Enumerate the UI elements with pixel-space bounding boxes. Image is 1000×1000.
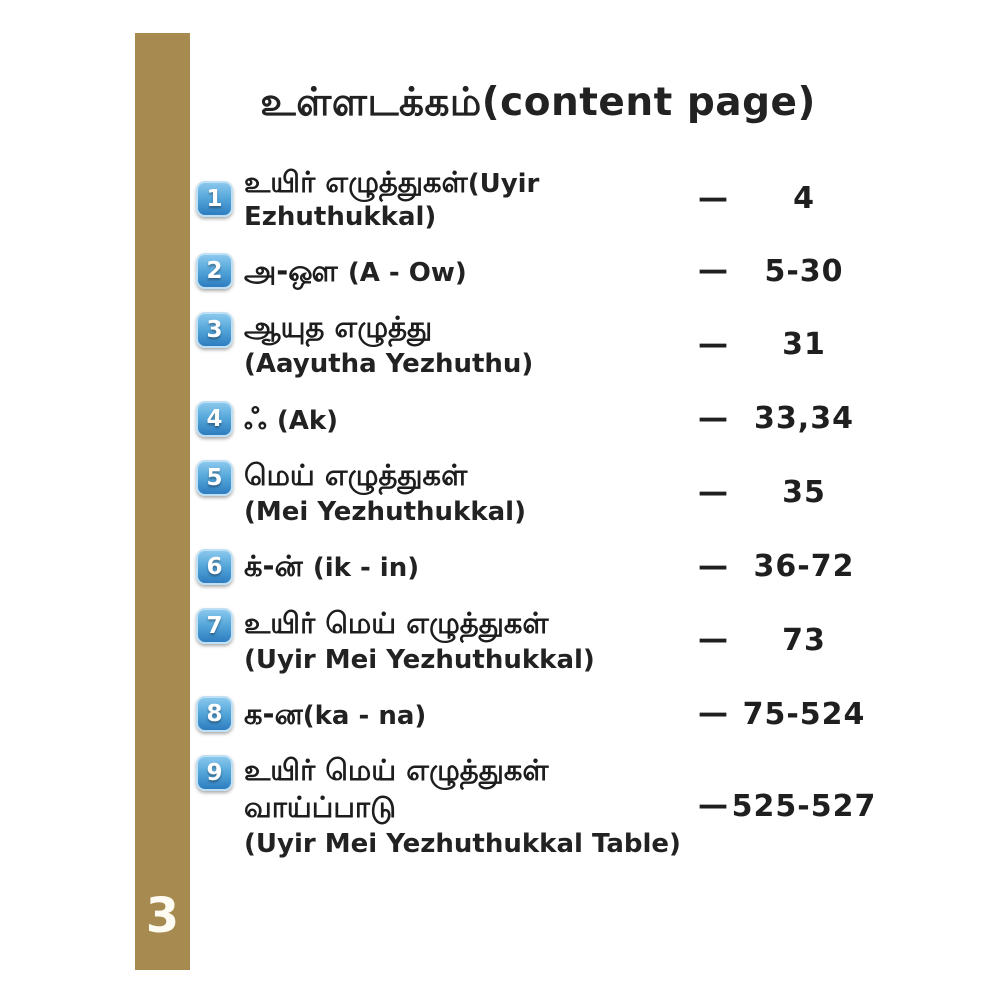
- dash: —: [698, 180, 728, 216]
- entry-page-range: 35: [782, 475, 826, 511]
- entry-title-english: (Aayutha Yezhuthu): [244, 349, 534, 380]
- toc-entry: [196, 605, 880, 677]
- toc-entry: [196, 250, 880, 292]
- entry-pages: [698, 697, 880, 732]
- dash: —: [698, 548, 728, 584]
- entry-title: [244, 548, 698, 585]
- entry-pages: [698, 549, 880, 584]
- entry-page-range: 73: [782, 622, 826, 658]
- entry-title-english: (ik - in): [312, 553, 420, 584]
- entry-title: [244, 605, 698, 677]
- entry-number-badge: 5: [196, 460, 233, 496]
- dash: —: [698, 622, 728, 658]
- entry-title: [244, 401, 698, 438]
- entry-pages: [698, 401, 880, 436]
- entry-pages: [698, 475, 880, 510]
- entry-title-english: (ka - na): [302, 701, 427, 731]
- dash: —: [698, 696, 728, 732]
- entry-number-badge: 9: [196, 755, 233, 791]
- entry-title-tamil: உயிர் எழுத்துகள்: [244, 165, 468, 199]
- left-stripe: [135, 33, 190, 970]
- entry-page-range: 525-527: [731, 788, 877, 824]
- entry-title-tamil: மெய் எழுத்துகள்: [244, 457, 468, 492]
- entry-pages: [698, 254, 880, 289]
- entry-page-range: 36-72: [753, 549, 855, 584]
- dash: —: [698, 400, 728, 436]
- dash: —: [698, 253, 728, 288]
- toc-entry: [196, 457, 880, 529]
- toc-entry: [196, 398, 880, 440]
- entry-pages: [698, 789, 880, 824]
- entry-title-tamil: க்-ன்: [244, 549, 303, 584]
- entry-title: [244, 752, 698, 860]
- entry-title: [244, 164, 698, 233]
- entry-title: [244, 309, 698, 381]
- entry-title: [244, 457, 698, 529]
- entry-page-range: 75-524: [742, 696, 866, 732]
- entry-number-badge: 7: [196, 608, 233, 644]
- entry-page-range: 5-30: [764, 253, 844, 289]
- toc-entry: [196, 693, 880, 735]
- entry-title: [244, 696, 698, 733]
- entry-title: [244, 253, 698, 290]
- entry-title-english: (Uyir Ezhuthukkal): [244, 169, 540, 232]
- toc-entry: [196, 546, 880, 588]
- entry-title-english: (Ak): [276, 405, 339, 436]
- page-title: உள்ளடக்கம்(content page): [260, 80, 816, 125]
- entry-title-tamil: உயிர் மெய் எழுத்துகள்: [244, 605, 549, 640]
- entry-title-english: (Uyir Mei Yezhuthukkal Table): [244, 828, 681, 859]
- entry-pages: [698, 623, 880, 658]
- entry-number-badge: 1: [196, 181, 233, 217]
- entry-title-tamil: க-ன: [244, 697, 303, 731]
- toc-entry: [196, 164, 880, 233]
- entry-title-english: (A - Ow): [347, 257, 467, 288]
- entry-number-badge: 4: [196, 401, 233, 437]
- entry-number-badge: 2: [196, 253, 233, 289]
- dash: —: [698, 474, 728, 510]
- entry-pages: [698, 327, 880, 362]
- toc-entry: [196, 752, 880, 860]
- entry-page-range: 33,34: [754, 401, 854, 437]
- entry-title-english: (Uyir Mei Yezhuthukkal): [244, 644, 595, 675]
- entry-number-badge: 6: [196, 549, 233, 585]
- page-number: 3: [145, 888, 180, 944]
- entry-title-english: (Mei Yezhuthukkal): [244, 497, 526, 527]
- toc-entry: [196, 309, 880, 381]
- entry-page-range: 4: [793, 181, 815, 216]
- entry-title-tamil: ஆயுத எழுத்து: [244, 310, 433, 344]
- table-of-contents: [196, 80, 880, 877]
- entry-title-tamil: உயிர் மெய் எழுத்துகள் வாய்ப்பாடு: [244, 753, 549, 824]
- entry-title-tamil: ஃ: [244, 401, 267, 436]
- dash: —: [698, 326, 728, 362]
- entry-pages: [698, 181, 880, 216]
- dash: —: [698, 788, 728, 824]
- entry-number-badge: 3: [196, 312, 233, 348]
- entry-page-range: 31: [782, 327, 826, 363]
- entry-title-tamil: அ-ஔ: [244, 253, 338, 288]
- entry-number-badge: 8: [196, 696, 233, 732]
